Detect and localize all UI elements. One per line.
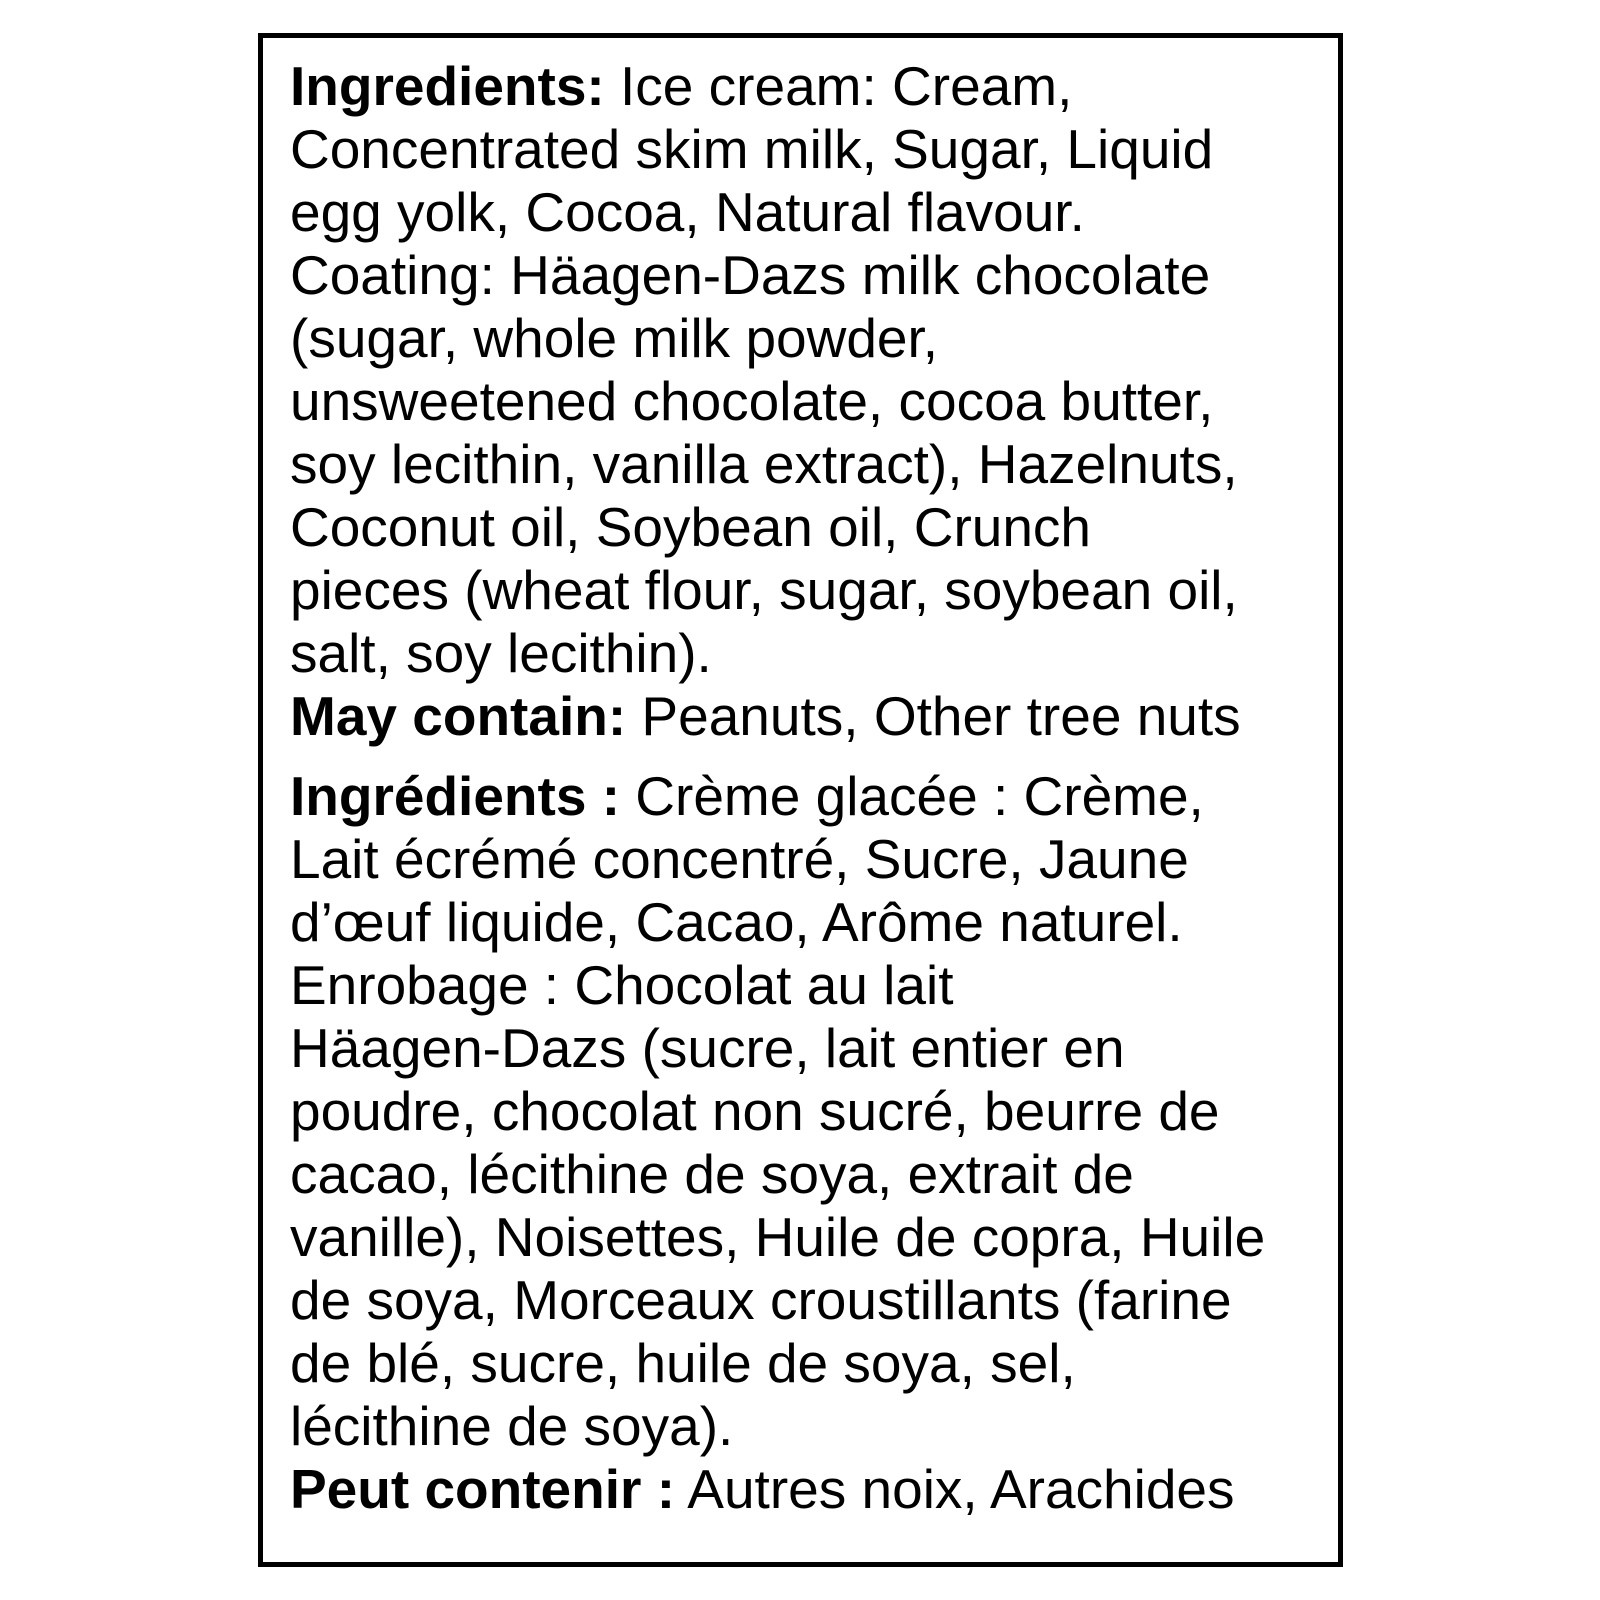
label-line-15	[290, 954, 1328, 1017]
text-segment: lécithine de soya).	[290, 1395, 734, 1457]
label-line-12	[290, 765, 1328, 828]
bold-lead-in: Peut contenir :	[290, 1458, 676, 1520]
label-line-8	[290, 496, 1328, 559]
label-line-2	[290, 118, 1328, 181]
bold-lead-in: May contain:	[290, 685, 627, 747]
text-segment: d’œuf liquide, Cacao, Arôme naturel.	[290, 891, 1183, 953]
text-segment: Coconut oil, Soybean oil, Crunch	[290, 496, 1092, 558]
label-line-11	[290, 685, 1328, 748]
label-line-20	[290, 1269, 1328, 1332]
label-line-13	[290, 828, 1328, 891]
label-line-3	[290, 181, 1328, 244]
label-line-1	[290, 55, 1328, 118]
label-line-16	[290, 1017, 1328, 1080]
text-segment: poudre, chocolat non sucré, beurre de	[290, 1080, 1220, 1142]
bold-lead-in: Ingrédients :	[290, 765, 621, 827]
label-line-7	[290, 433, 1328, 496]
text-segment: salt, soy lecithin).	[290, 622, 712, 684]
text-segment: Ice cream: Cream,	[604, 55, 1073, 117]
label-line-18	[290, 1143, 1328, 1206]
text-segment: Coating: Häagen-Dazs milk chocolate	[290, 244, 1211, 306]
label-line-5	[290, 307, 1328, 370]
label-line-4	[290, 244, 1328, 307]
text-segment: (sugar, whole milk powder,	[290, 307, 939, 369]
text-segment: de soya, Morceaux croustillants (farine	[290, 1269, 1232, 1331]
text-segment: egg yolk, Cocoa, Natural flavour.	[290, 181, 1085, 243]
label-line-14	[290, 891, 1328, 954]
label-line-19	[290, 1206, 1328, 1269]
label-line-22	[290, 1395, 1328, 1458]
text-segment: Lait écrémé concentré, Sucre, Jaune	[290, 828, 1189, 890]
label-line-6	[290, 370, 1328, 433]
ingredients-label-box	[258, 33, 1343, 1567]
bold-lead-in: Ingredients:	[290, 55, 605, 117]
text-segment: de blé, sucre, huile de soya, sel,	[290, 1332, 1076, 1394]
label-line-17	[290, 1080, 1328, 1143]
text-segment: unsweetened chocolate, cocoa butter,	[290, 370, 1214, 432]
text-segment: Häagen-Dazs (sucre, lait entier en	[290, 1017, 1125, 1079]
text-segment: Autres noix, Arachides	[675, 1458, 1235, 1520]
text-segment: Concentrated skim milk, Sugar, Liquid	[290, 118, 1214, 180]
ingredients-label-text	[263, 38, 1338, 1521]
label-line-21	[290, 1332, 1328, 1395]
text-segment: pieces (wheat flour, sugar, soybean oil,	[290, 559, 1238, 621]
text-segment: Crème glacée : Crème,	[620, 765, 1204, 827]
label-line-9	[290, 559, 1328, 622]
text-segment: Peanuts, Other tree nuts	[626, 685, 1241, 747]
text-segment: vanille), Noisettes, Huile de copra, Huile	[290, 1206, 1266, 1268]
text-segment: soy lecithin, vanilla extract), Hazelnuts,	[290, 433, 1238, 495]
text-segment: Enrobage : Chocolat au lait	[290, 954, 954, 1016]
label-line-23	[290, 1458, 1328, 1521]
label-line-10	[290, 622, 1328, 685]
text-segment: cacao, lécithine de soya, extrait de	[290, 1143, 1134, 1205]
